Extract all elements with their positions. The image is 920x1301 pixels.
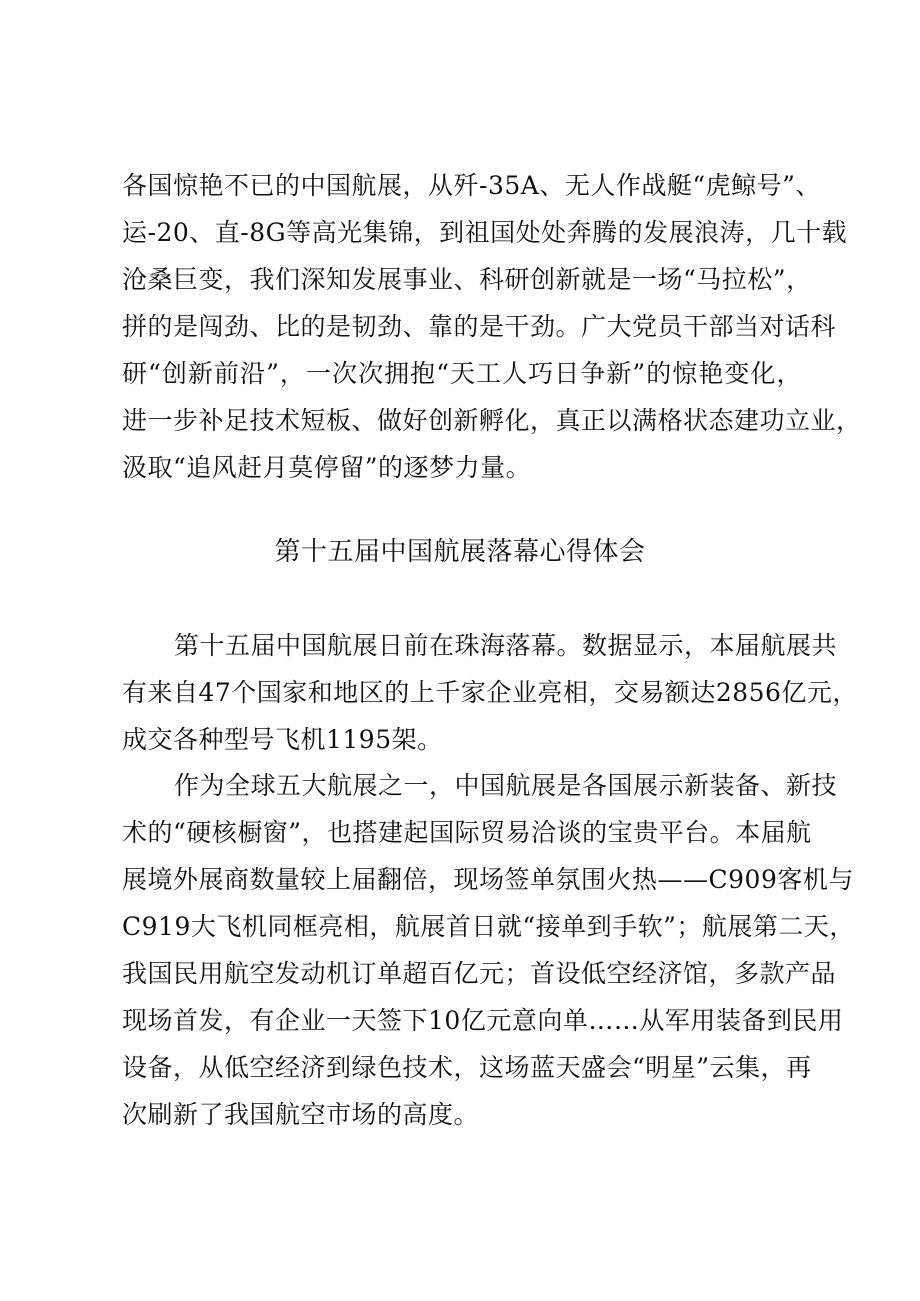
- article-paragraph-1: [122, 622, 858, 763]
- text-line: 拼的是闯劲、比的是韧劲、靠的是干劲。广大党员干部当对话科: [122, 312, 837, 341]
- intro-paragraph: [122, 162, 862, 491]
- text-line: C919大飞机同框亮相，航展首日就“接单到手软”；航展第二天，: [122, 912, 855, 941]
- text-line: 研“创新前沿”，一次次拥抱“天工人巧日争新”的惊艳变化，: [122, 359, 802, 388]
- article-paragraph-2: [122, 762, 855, 1138]
- text-line: 作为全球五大航展之一，中国航展是各国展示新装备、新技: [174, 771, 838, 800]
- article-title: 第十五届中国航展落幕心得体会: [274, 537, 646, 567]
- text-line: 设备，从低空经济到绿色技术，这场蓝天盛会“明星”云集，再: [122, 1053, 812, 1082]
- text-line: 成交各种型号飞机1195架。: [122, 725, 443, 754]
- text-line: 运-20、直-8G等高光集锦，到祖国处处奔腾的发展浪涛，几十载: [122, 218, 848, 247]
- text-line: 汲取“追风赶月莫停留”的逐梦力量。: [122, 453, 532, 482]
- text-line: 次刷新了我国航空市场的高度。: [122, 1100, 480, 1129]
- text-line: 有来自47个国家和地区的上千家企业亮相，交易额达2856亿元，: [122, 678, 858, 707]
- text-line: 第十五届中国航展日前在珠海落幕。数据显示，本届航展共: [174, 631, 838, 660]
- text-line: 进一步补足技术短板、做好创新孵化，真正以满格状态建功立业，: [122, 406, 862, 435]
- text-line: 术的“硬核橱窗”，也搭建起国际贸易洽谈的宝贵平台。本届航: [122, 818, 812, 847]
- text-line: 各国惊艳不已的中国航展，从歼-35A、无人作战艇“虎鲸号”、: [122, 171, 821, 200]
- text-line: 我国民用航空发动机订单超百亿元；首设低空经济馆，多款产品: [122, 959, 837, 988]
- text-line: 展境外展商数量较上届翻倍，现场签单氛围火热——C909客机与: [122, 865, 854, 894]
- text-line: 现场首发，有企业一天签下10亿元意向单……从军用装备到民用: [122, 1006, 844, 1035]
- text-line: 沧桑巨变，我们深知发展事业、科研创新就是一场“马拉松”，: [122, 265, 812, 294]
